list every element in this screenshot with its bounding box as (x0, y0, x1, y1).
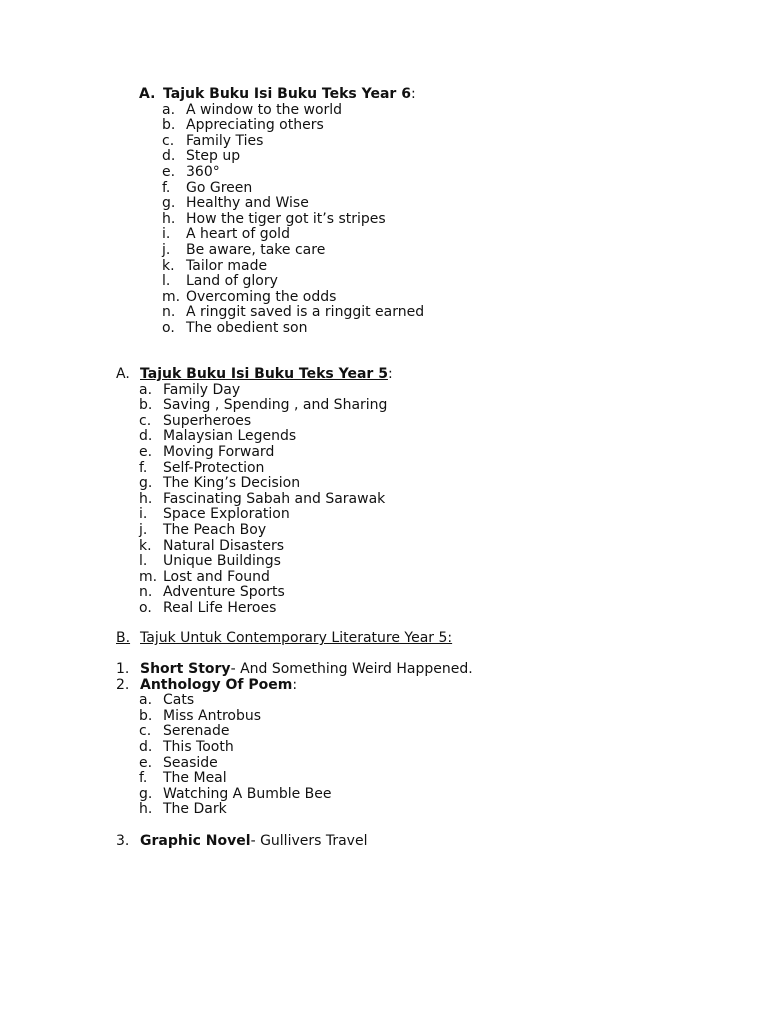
item-marker: g. (162, 195, 176, 212)
list-item (162, 118, 424, 134)
item-text: Superheroes (163, 412, 252, 429)
item-marker: b. (162, 117, 176, 134)
section-year6 (139, 87, 424, 337)
graphic-novel-block (116, 834, 367, 850)
list-item (139, 429, 393, 445)
item-text: Appreciating others (186, 117, 324, 134)
item-text: A heart of gold (186, 226, 290, 243)
list-item (162, 274, 424, 290)
list-item (139, 492, 393, 508)
section-title: Tajuk Buku Isi Buku Teks Year 5 (140, 366, 388, 382)
item-text: Family Day (163, 381, 241, 398)
item-text: Natural Disasters (163, 537, 285, 554)
section-title: Tajuk Untuk Contemporary Literature Year 5: (140, 630, 453, 646)
list-item (139, 383, 393, 399)
item-marker: n. (139, 584, 153, 601)
item-text: How the tiger got it’s stripes (186, 210, 386, 227)
item-marker: l. (139, 553, 148, 570)
item-text: Real Life Heroes (163, 599, 277, 616)
item-marker: n. (162, 304, 176, 321)
list-item (162, 227, 424, 243)
item-text: Overcoming the odds (186, 288, 337, 305)
item-text: Land of glory (186, 273, 278, 290)
item-marker: b. (139, 707, 153, 724)
list-item (139, 756, 473, 772)
item-marker: e. (162, 163, 176, 180)
item-text: The Meal (163, 770, 227, 787)
list-item (162, 259, 424, 275)
list-item (139, 461, 393, 477)
list-item (162, 321, 424, 337)
item-text: Moving Forward (163, 443, 275, 460)
section-b (116, 631, 452, 647)
item-text: Space Exploration (163, 506, 290, 523)
section-colon: : (410, 86, 416, 102)
section-marker: A. (139, 86, 156, 102)
item-marker: g. (139, 785, 153, 802)
list-item (139, 398, 393, 414)
item-marker: f. (139, 770, 148, 787)
item-marker: m. (162, 288, 181, 305)
item-marker: a. (139, 692, 153, 709)
item-marker: b. (139, 397, 153, 414)
section-marker: B. (116, 630, 131, 646)
list-item (139, 771, 473, 787)
item-text: Be aware, take care (186, 241, 326, 258)
item-marker: m. (139, 568, 158, 585)
item-text: Self-Protection (163, 459, 265, 476)
item-marker: d. (139, 738, 153, 755)
item-text: - Gullivers Travel (250, 833, 368, 849)
item-colon: : (292, 676, 298, 693)
item-marker: 3. (116, 833, 130, 849)
poem-list (139, 693, 473, 818)
list-item (162, 212, 424, 228)
list-item (162, 305, 424, 321)
item-text: The Dark (163, 801, 227, 818)
item-text: Lost and Found (163, 568, 270, 585)
section-heading (116, 631, 452, 647)
item-text: Watching A Bumble Bee (163, 785, 332, 802)
section-marker: A. (116, 366, 130, 382)
item-marker: e. (139, 754, 153, 771)
item-marker: e. (139, 443, 153, 460)
item-marker: l. (162, 273, 171, 290)
item-marker: 1. (116, 661, 130, 677)
graphic-novel-item (116, 834, 367, 850)
item-marker: j. (139, 521, 148, 538)
list-item (162, 290, 424, 306)
item-text: Go Green (186, 179, 253, 196)
list-item (162, 103, 424, 119)
list-item (139, 787, 473, 803)
list-item (139, 570, 393, 586)
item-text: Cats (163, 692, 195, 709)
list-item (139, 740, 473, 756)
item-marker: k. (162, 257, 175, 274)
section-colon: : (387, 366, 393, 382)
item-marker: g. (139, 475, 153, 492)
list-item (139, 523, 393, 539)
item-marker: o. (139, 599, 152, 616)
item-text: Miss Antrobus (163, 707, 262, 724)
item-marker: f. (162, 179, 171, 196)
item-marker: c. (162, 132, 175, 149)
item-text: The King’s Decision (163, 475, 301, 492)
item-text: A window to the world (186, 101, 343, 118)
section-heading (139, 87, 424, 103)
item-marker: d. (139, 428, 153, 445)
section-title: Tajuk Buku Isi Buku Teks Year 6 (163, 86, 411, 102)
list-item (139, 802, 473, 818)
section-year5 (116, 367, 393, 617)
list-item (139, 724, 473, 740)
item-marker: j. (162, 241, 171, 258)
item-marker: h. (162, 210, 176, 227)
item-marker: f. (139, 459, 148, 476)
item-text: 360° (186, 163, 220, 180)
list-item (139, 601, 393, 617)
item-text: - And Something Weird Happened. (230, 661, 473, 677)
item-label: Graphic Novel (140, 833, 251, 849)
item-text: Serenade (163, 723, 230, 740)
item-label: Short Story (140, 661, 231, 677)
item-text: A ringgit saved is a ringgit earned (186, 304, 425, 321)
list-item (139, 445, 393, 461)
item-text: Saving , Spending , and Sharing (163, 397, 388, 414)
item-text: Step up (186, 148, 241, 165)
item-label: Anthology Of Poem (140, 676, 293, 693)
item-marker: k. (139, 537, 152, 554)
list-item (162, 149, 424, 165)
item-text: Adventure Sports (163, 584, 285, 601)
item-text: Healthy and Wise (186, 195, 309, 212)
list-item (162, 196, 424, 212)
anthology-item (116, 678, 473, 694)
item-text: The Peach Boy (163, 521, 267, 538)
list-item (162, 243, 424, 259)
short-story-item (116, 662, 473, 678)
contemporary-list (116, 662, 473, 818)
item-marker: c. (139, 412, 152, 429)
item-text: Family Ties (186, 132, 264, 149)
item-marker: c. (139, 723, 152, 740)
item-marker: i. (139, 506, 148, 523)
list-item (139, 507, 393, 523)
item-marker: o. (162, 319, 175, 336)
list-item (162, 181, 424, 197)
list-item (162, 134, 424, 150)
list-item (139, 585, 393, 601)
year6-item-list (162, 103, 424, 337)
item-text: Malaysian Legends (163, 428, 297, 445)
item-marker: d. (162, 148, 176, 165)
item-text: Unique Buildings (163, 553, 281, 570)
year5-item-list (139, 383, 393, 617)
list-item (139, 476, 393, 492)
item-text: The obedient son (186, 319, 308, 336)
section-heading (116, 367, 393, 383)
item-marker: i. (162, 226, 171, 243)
item-marker: h. (139, 490, 153, 507)
list-item (162, 165, 424, 181)
list-item (139, 554, 393, 570)
item-marker: a. (139, 381, 153, 398)
item-marker: a. (162, 101, 176, 118)
item-text: This Tooth (163, 738, 234, 755)
item-text: Fascinating Sabah and Sarawak (163, 490, 386, 507)
item-text: Tailor made (186, 257, 268, 274)
list-item (139, 709, 473, 725)
list-item (139, 539, 393, 555)
list-item (139, 414, 393, 430)
item-marker: 2. (116, 676, 130, 693)
list-item (139, 693, 473, 709)
item-text: Seaside (163, 754, 218, 771)
item-marker: h. (139, 801, 153, 818)
